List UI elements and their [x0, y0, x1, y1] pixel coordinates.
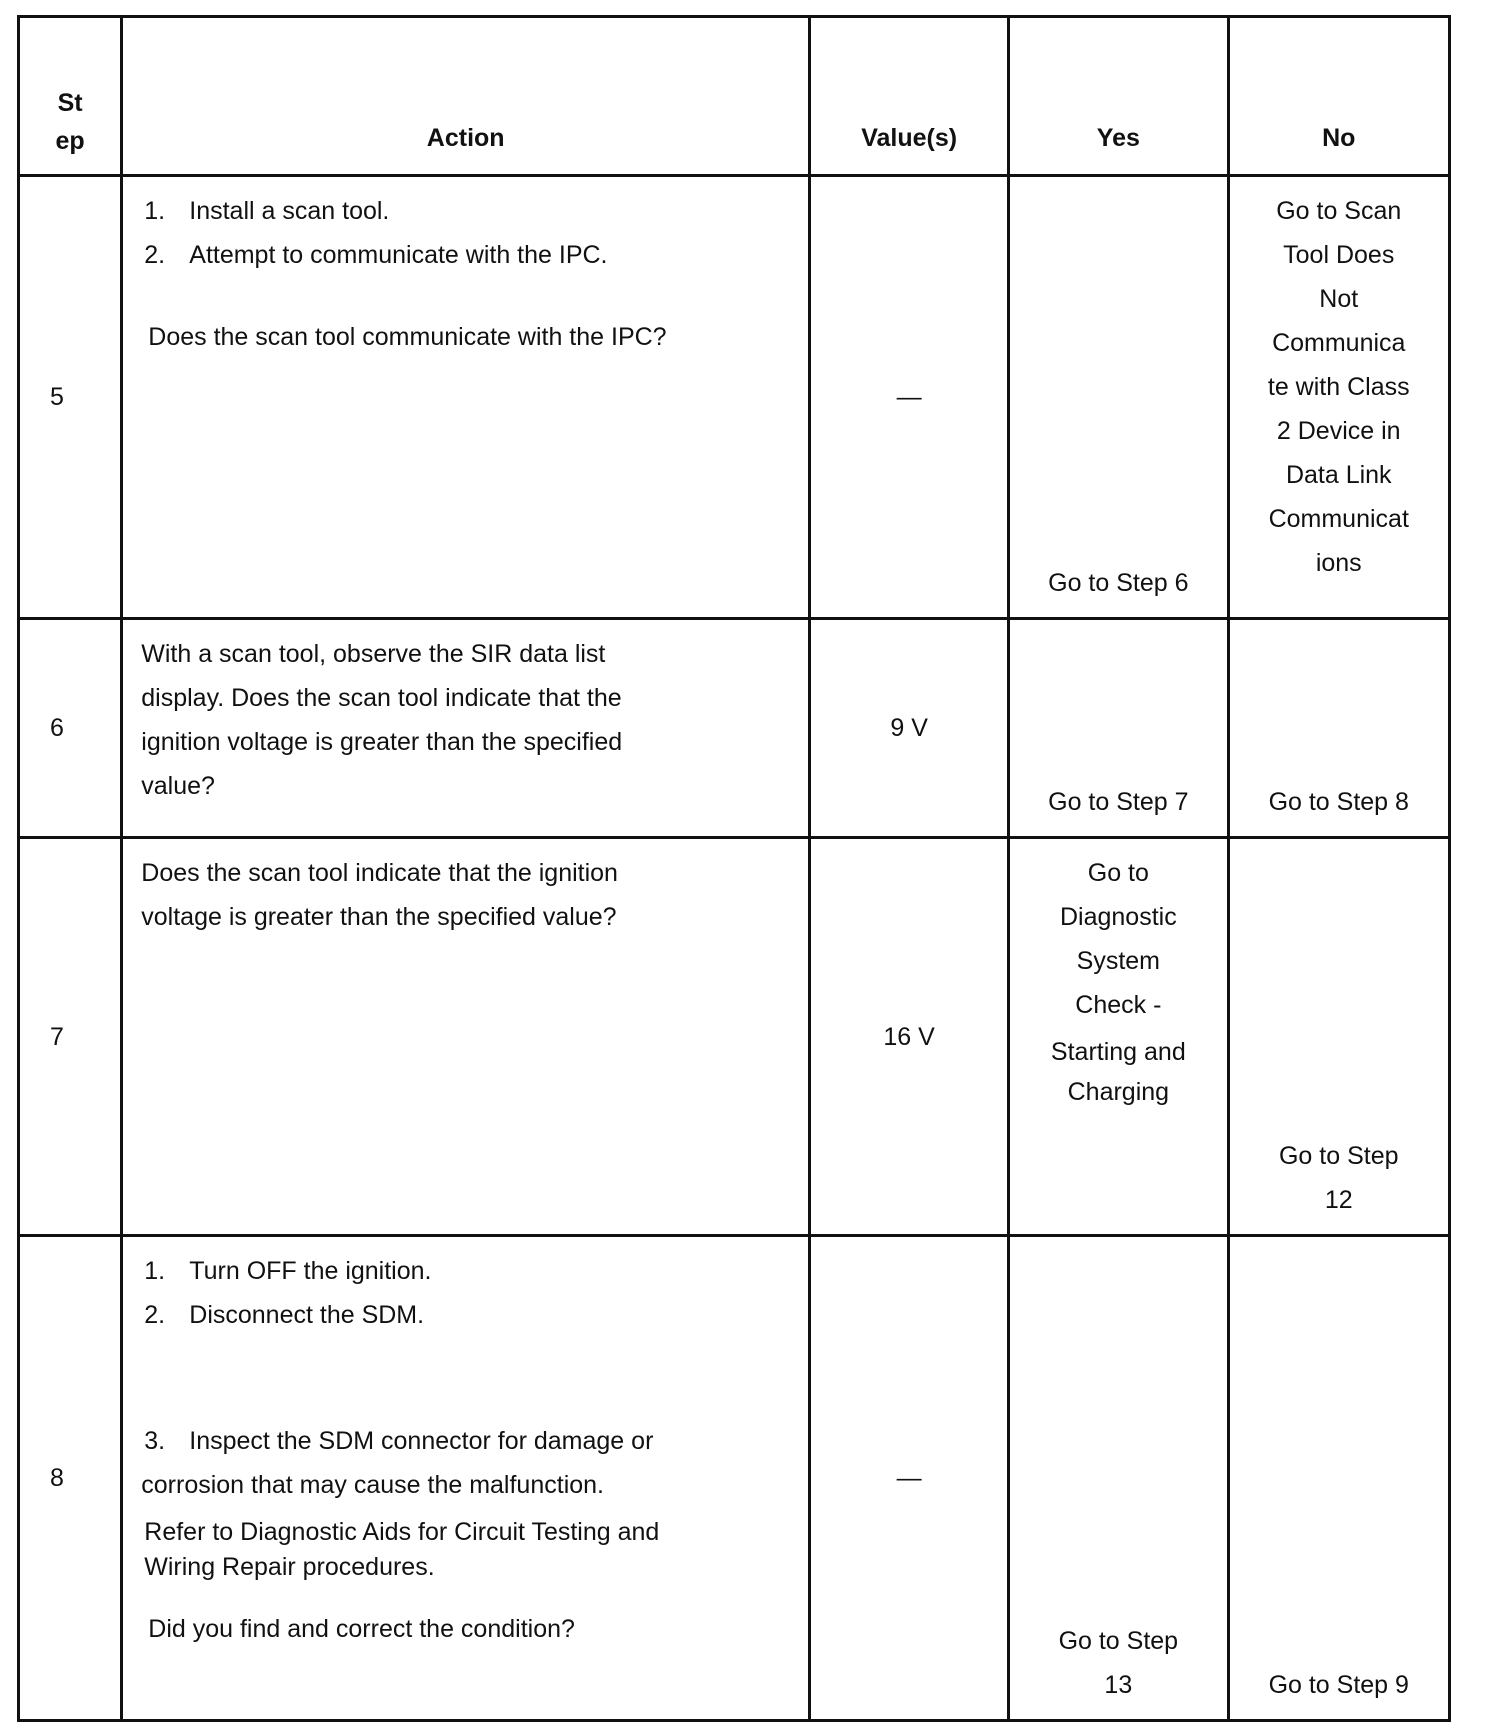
step-number: 7: [19, 838, 122, 1236]
action-list-item: 1. Turn OFF the ignition.: [144, 1257, 432, 1285]
yes-cell[interactable]: Go to Step 6: [1009, 176, 1228, 619]
yes-cell[interactable]: Go to Diagnostic System Check - Starting and Charging: [1009, 838, 1228, 1236]
header-step-line2: ep: [55, 127, 85, 155]
action-cell: With a scan tool, observe the SIR data list display. Does the scan tool indicate that the ignition voltage is greater than the specified value?: [122, 619, 810, 838]
no-cell[interactable]: Go to Scan Tool Does Not Communica te with Class 2 Device in Data Link Communicat ions: [1228, 176, 1450, 619]
action-cell: Does the scan tool indicate that the ignition voltage is greater than the specified value?: [122, 838, 810, 1236]
step-number: 6: [19, 619, 122, 838]
step-number: 8: [19, 1236, 122, 1721]
step-number: 5: [19, 176, 122, 619]
action-list-item: 2. Disconnect the SDM.: [144, 1301, 425, 1329]
table-row: [19, 1236, 1450, 1721]
header-yes: Yes: [1009, 17, 1228, 176]
no-cell[interactable]: Go to Step 9: [1228, 1236, 1450, 1721]
action-question: Did you find and correct the condition?: [148, 1615, 575, 1643]
value-cell: 9 V: [810, 619, 1009, 838]
action-cell: [122, 176, 810, 619]
table-row: [19, 838, 1450, 1236]
yes-cell[interactable]: Go to Step 13: [1009, 1236, 1228, 1721]
yes-cell[interactable]: Go to Step 7: [1009, 619, 1228, 838]
value-cell: 16 V: [810, 838, 1009, 1236]
table-row: [19, 176, 1450, 619]
header-values: Value(s): [810, 17, 1009, 176]
header-step: [19, 17, 122, 176]
value-cell: —: [810, 176, 1009, 619]
header-row: [19, 17, 1450, 176]
action-list-item: 2. Attempt to communicate with the IPC.: [144, 241, 608, 269]
header-action: Action: [122, 17, 810, 176]
no-cell[interactable]: Go to Step 12: [1228, 838, 1450, 1236]
action-question: Does the scan tool communicate with the IPC?: [148, 323, 667, 351]
table-row: [19, 619, 1450, 838]
action-cell: 1. Turn OFF the ignition. 2. Disconnect the SDM. 3. Inspect the SDM connector for damage or corrosion that may cause the malfunction. Refer to Diagnostic Aids for Circuit Testing and Wiring Repair procedures. Did you find and correct the condition?: [122, 1236, 810, 1721]
action-list-item: 3. Inspect the SDM connector for damage or: [144, 1427, 654, 1455]
header-step-line1: St: [57, 89, 83, 117]
no-cell[interactable]: Go to Step 8: [1228, 619, 1450, 838]
action-list-item: 1. Install a scan tool.: [144, 197, 390, 225]
refer-note: Refer to Diagnostic Aids for Circuit Testing and Wiring Repair procedures.: [144, 1518, 660, 1581]
header-no: No: [1228, 17, 1450, 176]
diagnostic-table: [17, 15, 1451, 1722]
value-cell: —: [810, 1236, 1009, 1721]
